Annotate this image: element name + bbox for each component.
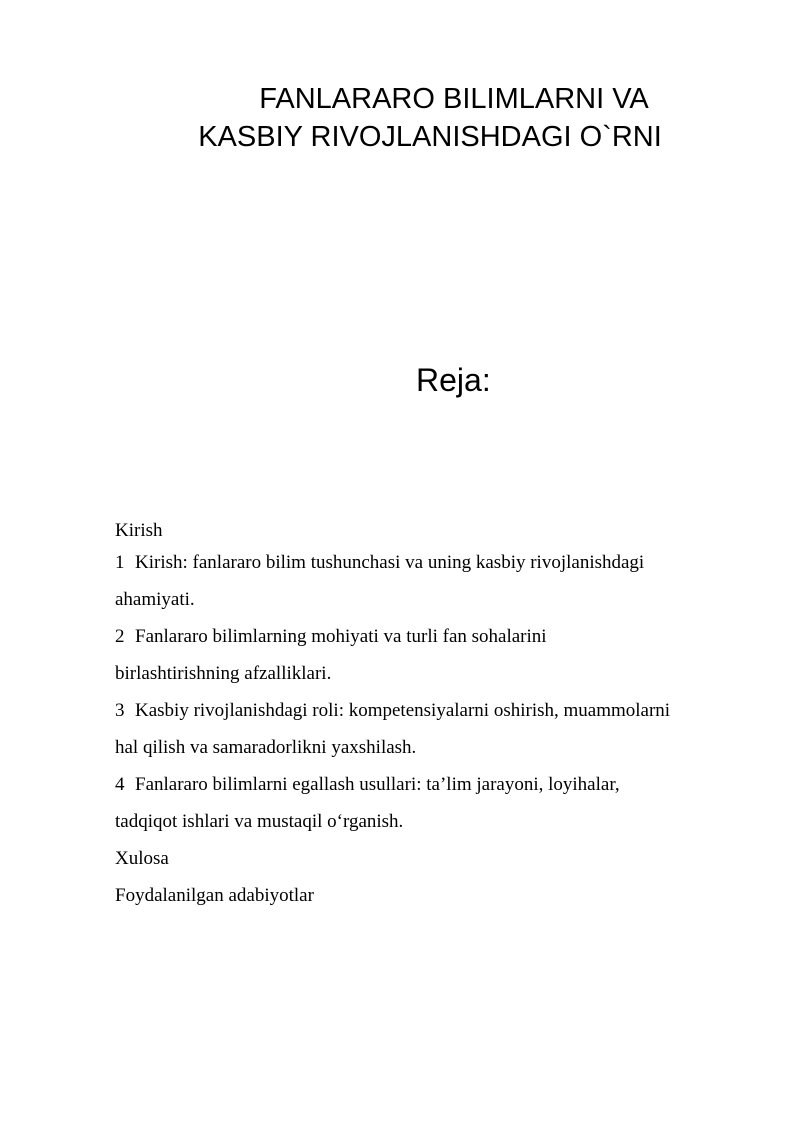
plan-item-1 <box>115 544 755 618</box>
plan-item-4-text: Fanlararo bilimlarni egallash usullari: ta’lim jarayoni, loyihalar, <box>135 774 620 795</box>
plan-heading: Reja: <box>416 362 491 398</box>
plan-list <box>115 517 755 914</box>
plan-item-3 <box>115 692 755 766</box>
plan-item-1-number: 1 <box>115 552 125 573</box>
plan-item-1-line-2: ahamiyati. <box>115 589 195 610</box>
plan-item-3-line-2: hal qilish va samaradorlikni yaxshilash. <box>115 737 417 758</box>
plan-item-4-line-2: tadqiqot ishlari va mustaqil o‘rganish. <box>115 811 404 832</box>
plan-item-4-number: 4 <box>115 774 125 795</box>
plan-item-4-line-1 <box>115 766 755 803</box>
plan-item-3-text: Kasbiy rivojlanishdagi roli: kompetensiyalarni oshirish, muammolarni <box>135 700 671 721</box>
plan-item-2-line-2: birlashtirishning afzalliklari. <box>115 663 332 684</box>
plan-intro: Kirish <box>115 520 163 541</box>
plan-item-3-line-1 <box>115 692 755 729</box>
plan-item-4 <box>115 766 755 840</box>
document-title <box>100 80 760 156</box>
plan-references: Foydalanilgan adabiyotlar <box>115 885 314 906</box>
title-line-2: KASBIY RIVOJLANISHDAGI O`RNI <box>198 121 662 153</box>
plan-item-3-number: 3 <box>115 700 125 721</box>
plan-item-2 <box>115 618 755 692</box>
plan-item-1-line-1 <box>115 544 755 581</box>
plan-item-2-text: Fanlararo bilimlarning mohiyati va turli fan sohalarini <box>135 626 547 647</box>
plan-conclusion: Xulosa <box>115 848 169 869</box>
title-line-1: FANLARARO BILIMLARNI VA <box>259 83 649 115</box>
plan-item-1-text: Kirish: fanlararo bilim tushunchasi va uning kasbiy rivojlanishdagi <box>135 552 645 573</box>
plan-item-2-line-1 <box>115 618 755 655</box>
plan-item-2-number: 2 <box>115 626 125 647</box>
